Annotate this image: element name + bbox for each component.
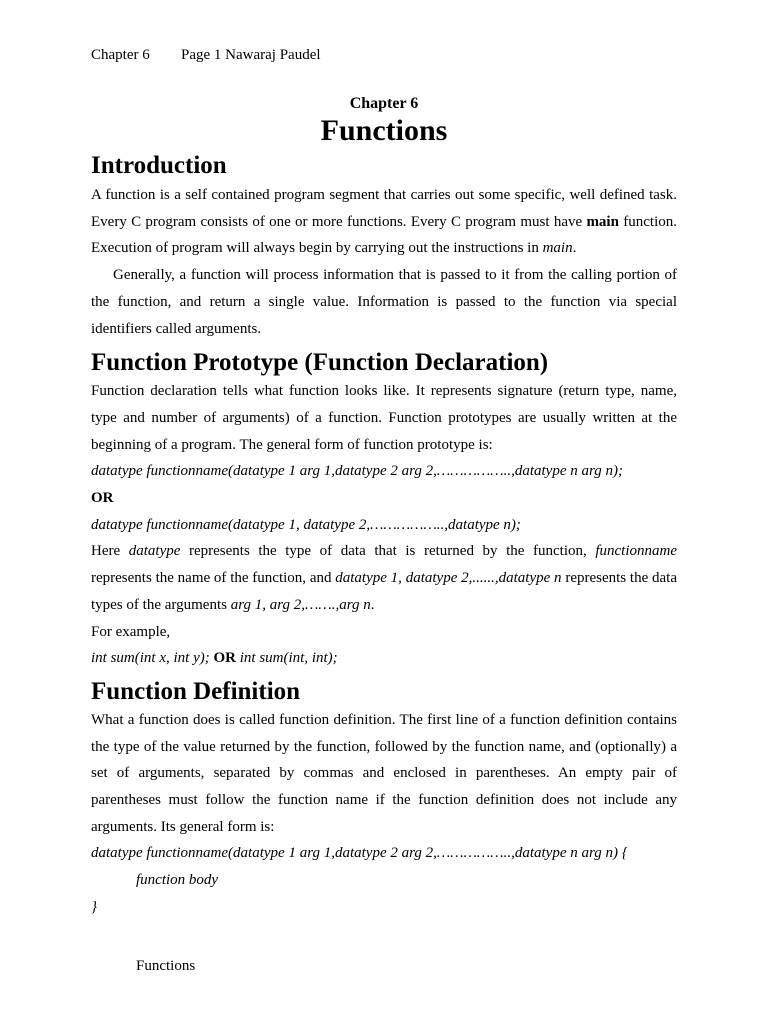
page-footer: Functions: [136, 958, 196, 974]
intro-paragraph-1: A function is a self contained program segment that carries out some specific, well defined task. Every C program consists of one or more functions. Every C program must have main function. Execution of program will always begin by carrying out the instructions in main.: [91, 187, 677, 257]
intro-paragraph-2: Generally, a function will process information that is passed to it from the calling portion of the function, and return a single value. Information is passed to the function via special identifiers called arguments.: [91, 267, 677, 337]
intro-heading: Introduction: [91, 152, 227, 179]
page-header: [91, 47, 321, 64]
definition-close: }: [91, 898, 97, 915]
main-italic: main: [542, 240, 573, 257]
header-page-author: Page 1 Nawaraj Paudel: [181, 47, 321, 63]
page-title: Functions: [320, 114, 448, 147]
prototype-or: OR: [91, 490, 114, 507]
example-label: For example,: [91, 623, 171, 640]
definition-paragraph: What a function does is called function definition. The first line of a function definition contains the type of the value returned by the function, followed by the function name, and (optionally) a set of arguments, separated by commas and enclosed in parentheses. An empty pair of parentheses must follow the function name if the function definition does not include any arguments. Its general form is:: [91, 711, 677, 835]
prototype-explanation: Here datatype represents the type of data that is returned by the function, functionname represents the name of the function, and datatype 1, datatype 2,......,datatype n represents the data types of the arguments arg 1, arg 2,…….,arg n.: [91, 543, 677, 613]
main-keyword: main: [586, 213, 619, 230]
definition-form: datatype functionname(datatype 1 arg 1,datatype 2 arg 2,……………..,datatype n arg n) {: [91, 845, 628, 862]
definition-heading: Function Definition: [91, 677, 301, 705]
prototype-form-1: datatype functionname(datatype 1 arg 1,datatype 2 arg 2,……………..,datatype n arg n);: [91, 463, 624, 480]
example-code: int sum(int x, int y); OR int sum(int, int);: [91, 650, 338, 667]
prototype-paragraph: Function declaration tells what function looks like. It represents signature (return type, name, type and number of arguments) of a function. Function prototypes are usually written at the beginning of a program. The general form of function prototype is:: [91, 383, 677, 453]
chapter-label: Chapter 6: [349, 95, 419, 112]
prototype-heading: Function Prototype (Function Declaration): [91, 349, 549, 377]
prototype-form-2: datatype functionname(datatype 1, datatype 2,……………..,datatype n);: [91, 516, 521, 533]
definition-body: function body: [136, 872, 219, 889]
document-body: [91, 150, 677, 921]
header-chapter: Chapter 6: [91, 47, 150, 63]
